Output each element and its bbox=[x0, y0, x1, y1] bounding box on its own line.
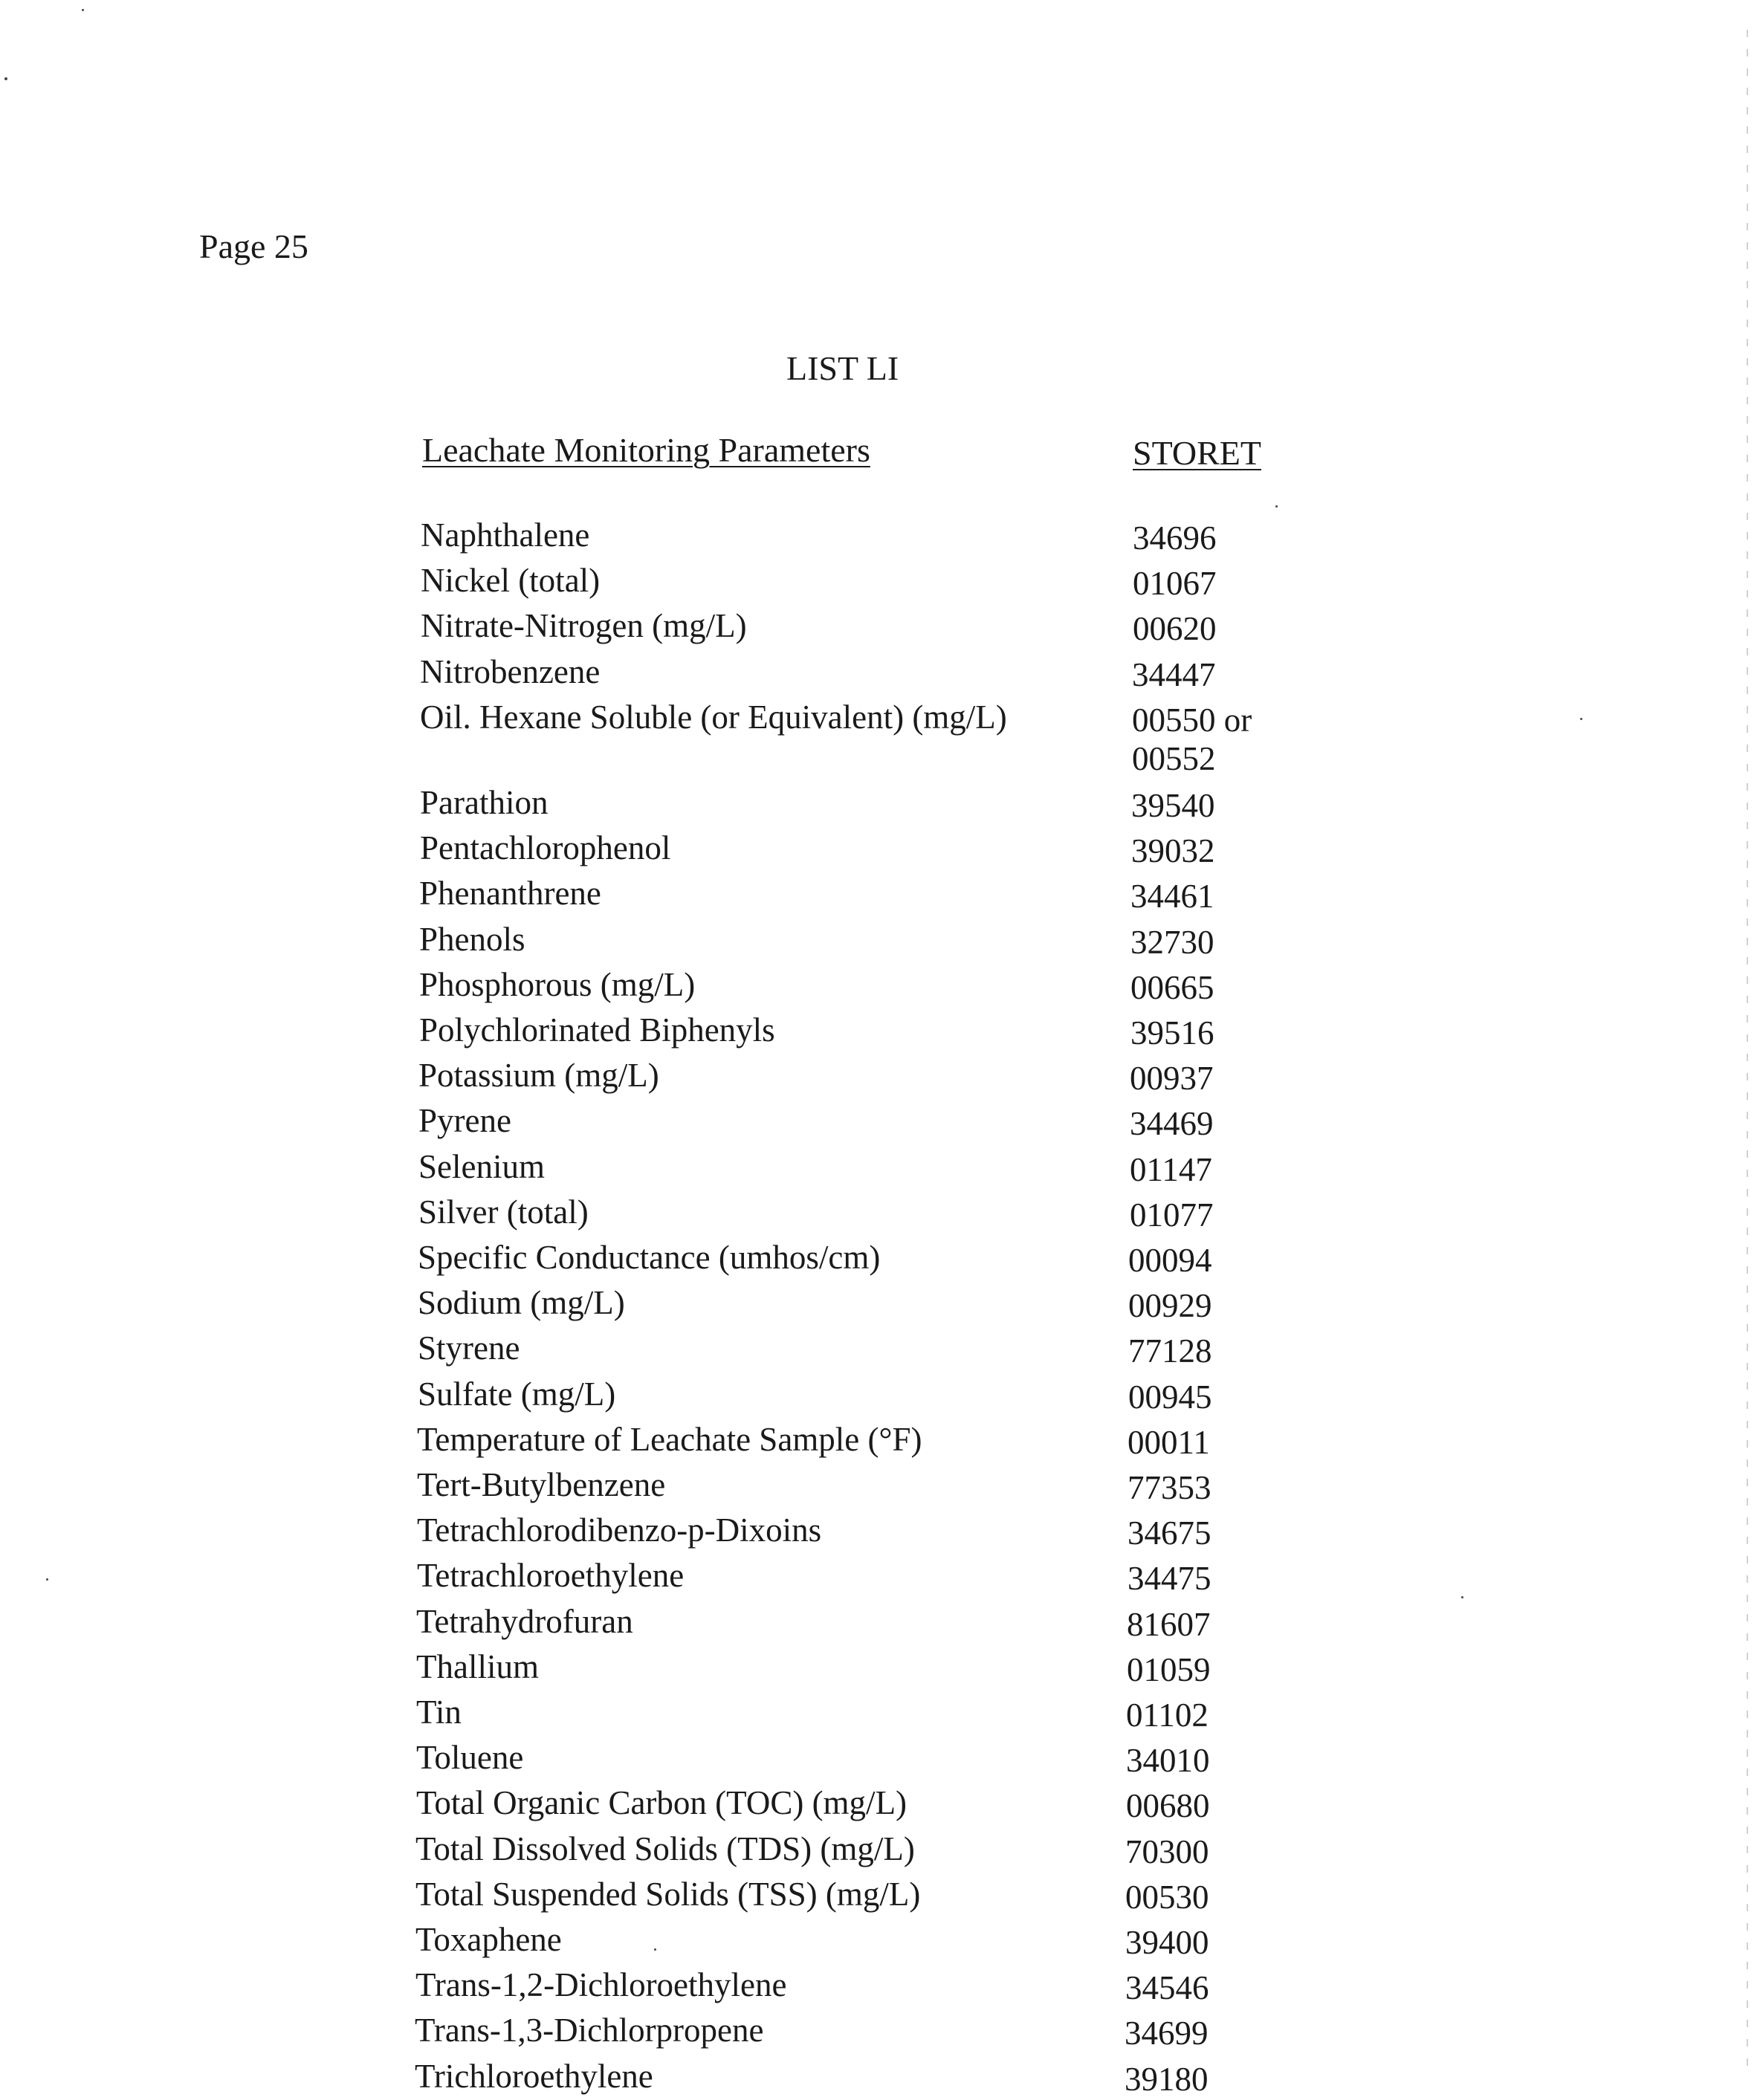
storet-code-continued: 00552 bbox=[1132, 740, 1216, 777]
storet-code: 34475 bbox=[1128, 1560, 1211, 1597]
scan-speck bbox=[46, 1578, 48, 1581]
storet-code: 34699 bbox=[1125, 2015, 1209, 2052]
parameter-name: Silver (total) bbox=[418, 1193, 589, 1231]
storet-code: 01102 bbox=[1126, 1696, 1209, 1734]
table-row bbox=[420, 827, 1312, 869]
scan-speck bbox=[82, 9, 84, 11]
parameter-name: Naphthalene bbox=[421, 516, 590, 554]
storet-code: 34469 bbox=[1130, 1105, 1214, 1142]
parameter-name: Tin bbox=[416, 1694, 462, 1731]
table-row bbox=[418, 1054, 1310, 1096]
table-row bbox=[417, 1509, 1309, 1551]
parameter-name: Pyrene bbox=[418, 1102, 511, 1139]
table-row bbox=[419, 1009, 1311, 1051]
table-row bbox=[420, 782, 1312, 823]
table-row bbox=[421, 605, 1313, 646]
table-row bbox=[421, 514, 1313, 556]
parameter-name: Nitrate-Nitrogen (mg/L) bbox=[421, 607, 747, 644]
storet-code: 00929 bbox=[1128, 1287, 1212, 1324]
parameter-name: Trichloroethylene bbox=[415, 2058, 653, 2095]
storet-code: 00550 or bbox=[1132, 701, 1252, 739]
parameter-name: Tert-Butylbenzene bbox=[417, 1466, 666, 1503]
storet-code: 00937 bbox=[1130, 1060, 1214, 1097]
page-number: Page 25 bbox=[199, 227, 308, 265]
parameter-name: Pentachlorophenol bbox=[420, 829, 671, 866]
storet-code: 00945 bbox=[1128, 1378, 1212, 1416]
parameter-name: Selenium bbox=[418, 1148, 545, 1185]
table-row bbox=[416, 1782, 1308, 1824]
column-header-storet: STORET bbox=[1133, 434, 1261, 472]
storet-code: 39400 bbox=[1125, 1924, 1209, 1961]
parameter-name: Tetrachlorodibenzo-p-Dixoins bbox=[417, 1511, 822, 1549]
table-row bbox=[418, 1373, 1310, 1415]
parameter-name: Total Suspended Solids (TSS) (mg/L) bbox=[415, 1876, 921, 1913]
list-title: LIST LI bbox=[786, 349, 899, 387]
parameter-name: Oil. Hexane Soluble (or Equivalent) (mg/L) bbox=[420, 699, 1007, 736]
table-row bbox=[415, 1873, 1307, 1915]
storet-code: 70300 bbox=[1125, 1833, 1209, 1870]
storet-code: 00094 bbox=[1128, 1242, 1212, 1279]
table-row bbox=[417, 1419, 1309, 1460]
table-row bbox=[419, 964, 1311, 1005]
storet-code: 00620 bbox=[1133, 610, 1217, 647]
storet-code: 00680 bbox=[1126, 1787, 1210, 1824]
table-row bbox=[420, 651, 1312, 693]
scan-speck bbox=[4, 77, 7, 80]
table-row bbox=[415, 2055, 1307, 2097]
table-row bbox=[416, 1646, 1308, 1688]
table-row bbox=[419, 872, 1311, 914]
storet-code: 01067 bbox=[1133, 565, 1217, 602]
table-row bbox=[416, 1601, 1308, 1642]
storet-code: 00530 bbox=[1125, 1879, 1209, 1916]
table-row bbox=[419, 918, 1311, 960]
storet-code: 32730 bbox=[1130, 924, 1214, 961]
table-row bbox=[421, 560, 1313, 601]
storet-code: 34461 bbox=[1130, 878, 1214, 915]
scan-speck bbox=[1580, 718, 1582, 720]
storet-code: 00665 bbox=[1130, 969, 1214, 1006]
parameter-name: Styrene bbox=[418, 1329, 520, 1367]
parameter-name: Phosphorous (mg/L) bbox=[419, 966, 696, 1003]
storet-code: 81607 bbox=[1127, 1606, 1211, 1643]
parameter-name: Tetrachloroethylene bbox=[417, 1557, 685, 1594]
parameter-name: Thallium bbox=[416, 1648, 539, 1685]
table-row bbox=[418, 1100, 1310, 1141]
parameter-name: Nickel (total) bbox=[421, 562, 601, 599]
parameter-name: Nitrobenzene bbox=[420, 653, 601, 690]
parameter-name: Phenols bbox=[419, 921, 525, 958]
parameter-name: Toxaphene bbox=[415, 1921, 562, 1958]
storet-code: 34447 bbox=[1132, 656, 1216, 693]
table-row bbox=[418, 1282, 1310, 1323]
parameter-name: Trans-1,3-Dichlorpropene bbox=[415, 2012, 764, 2049]
table-row bbox=[417, 1555, 1309, 1596]
storet-code: 34675 bbox=[1128, 1514, 1211, 1552]
parameter-name: Sulfate (mg/L) bbox=[418, 1375, 616, 1413]
column-header-parameters: Leachate Monitoring Parameters bbox=[422, 431, 870, 469]
storet-code: 39180 bbox=[1125, 2061, 1209, 2098]
parameter-name: Total Organic Carbon (TOC) (mg/L) bbox=[416, 1784, 908, 1821]
parameter-name: Trans-1,2-Dichloroethylene bbox=[415, 1966, 787, 2003]
parameter-name: Toluene bbox=[416, 1739, 524, 1776]
scan-speck bbox=[1275, 505, 1278, 508]
storet-code: 34010 bbox=[1126, 1742, 1210, 1779]
scan-speck bbox=[1461, 1596, 1463, 1598]
parameter-name: Phenanthrene bbox=[419, 875, 601, 912]
table-row bbox=[415, 2009, 1307, 2051]
storet-code: 01147 bbox=[1130, 1151, 1212, 1188]
storet-code: 01059 bbox=[1127, 1651, 1211, 1688]
parameter-name: Tetrahydrofuran bbox=[416, 1603, 633, 1640]
storet-code: 34696 bbox=[1133, 519, 1217, 557]
parameter-name: Temperature of Leachate Sample (°F) bbox=[417, 1421, 922, 1458]
table-row bbox=[418, 1146, 1310, 1187]
table-row bbox=[415, 1919, 1307, 1960]
parameter-name: Parathion bbox=[420, 784, 549, 821]
storet-code: 77353 bbox=[1128, 1469, 1211, 1506]
storet-code: 39540 bbox=[1131, 787, 1215, 824]
table-row bbox=[417, 1464, 1309, 1506]
parameter-name: Polychlorinated Biphenyls bbox=[419, 1011, 775, 1049]
table-row bbox=[420, 696, 1312, 777]
table-row bbox=[416, 1691, 1308, 1733]
storet-code: 01077 bbox=[1130, 1196, 1214, 1234]
storet-code: 34546 bbox=[1125, 1969, 1209, 2006]
table-row bbox=[415, 1964, 1307, 2006]
storet-code: 00011 bbox=[1128, 1424, 1210, 1461]
parameter-name: Sodium (mg/L) bbox=[418, 1284, 625, 1321]
parameter-name: Potassium (mg/L) bbox=[418, 1057, 659, 1094]
parameter-name: Specific Conductance (umhos/cm) bbox=[418, 1239, 881, 1276]
parameter-name: Total Dissolved Solids (TDS) (mg/L) bbox=[415, 1830, 915, 1867]
storet-code: 77128 bbox=[1128, 1332, 1212, 1370]
storet-code: 39032 bbox=[1131, 832, 1215, 869]
scan-speck bbox=[654, 1948, 656, 1951]
table-row bbox=[418, 1191, 1310, 1233]
scan-edge-artifact bbox=[1747, 30, 1748, 2066]
table-row bbox=[416, 1737, 1308, 1778]
table-row bbox=[418, 1327, 1310, 1369]
table-row bbox=[415, 1828, 1307, 1870]
table-row bbox=[418, 1237, 1310, 1278]
storet-code: 39516 bbox=[1130, 1014, 1214, 1051]
